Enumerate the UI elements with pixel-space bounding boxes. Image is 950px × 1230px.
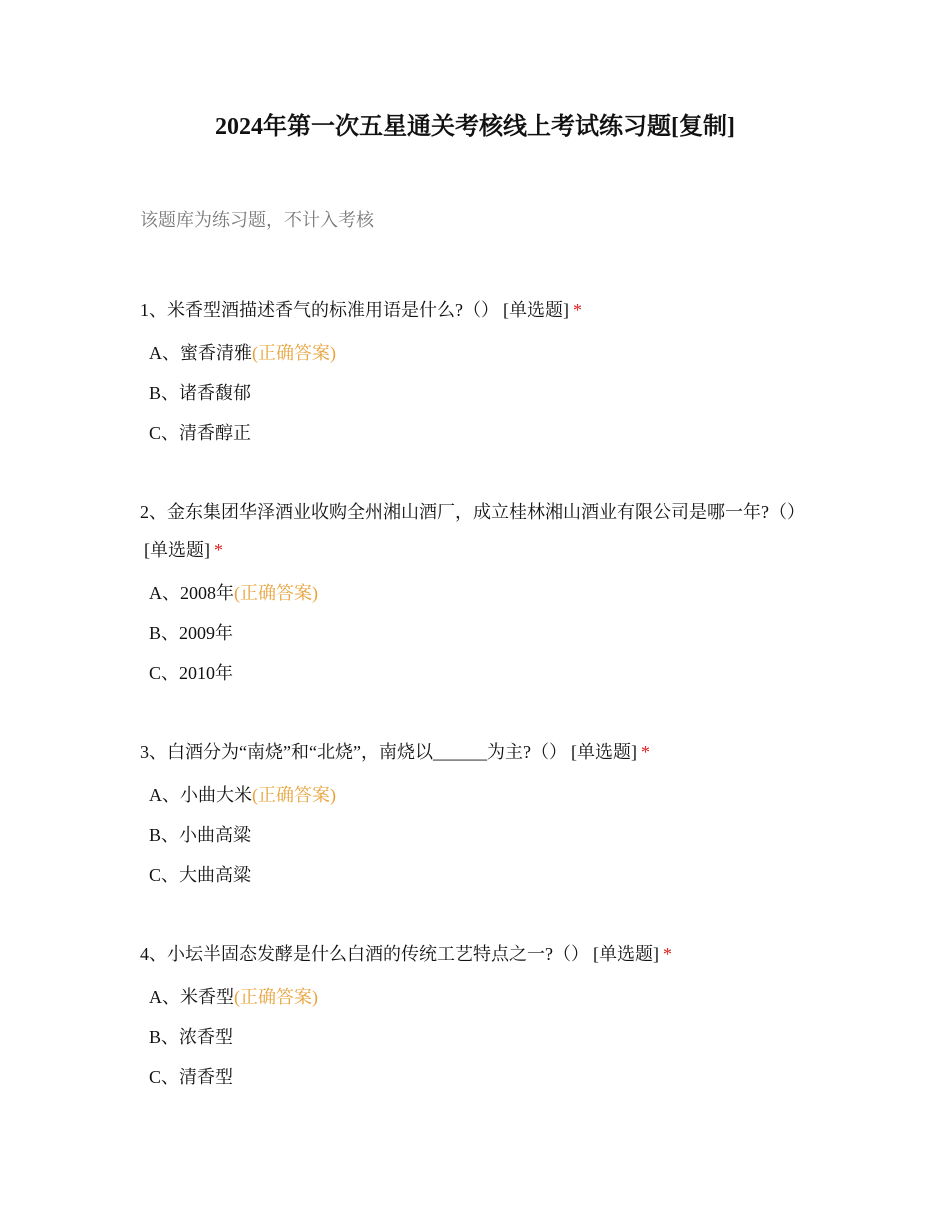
- question-type: [单选题]: [570, 742, 637, 762]
- option-list: [140, 775, 800, 895]
- question-type: [单选题]: [503, 300, 569, 320]
- option-a: [140, 333, 800, 373]
- option-text: C、2010年: [149, 663, 234, 683]
- option-b: [140, 613, 800, 653]
- option-text: B、浓香型: [149, 1027, 234, 1047]
- question-1: [140, 291, 800, 453]
- option-b: [140, 815, 800, 855]
- option-b: [140, 373, 800, 413]
- option-c: [140, 653, 800, 693]
- option-a: [140, 977, 800, 1017]
- option-list: [140, 573, 800, 693]
- question-title: [140, 935, 800, 973]
- correct-answer-tag: (正确答案): [252, 343, 336, 363]
- option-text: A、蜜香清雅: [149, 343, 252, 363]
- option-b: [140, 1017, 800, 1057]
- question-text: 3、白酒分为“南烧”和“北烧”，南烧以______为主?（）: [140, 742, 567, 762]
- option-text: A、小曲大米: [149, 785, 252, 805]
- intro-text: 该题库为练习题，不计入考核: [140, 210, 374, 230]
- question-title: [140, 493, 805, 569]
- option-a: [140, 573, 800, 613]
- option-text: A、2008年: [149, 583, 234, 603]
- correct-answer-tag: (正确答案): [234, 583, 318, 603]
- correct-answer-tag: (正确答案): [252, 785, 336, 805]
- option-text: A、米香型: [149, 987, 234, 1007]
- option-text: B、小曲高粱: [149, 825, 252, 845]
- question-text: 4、小坛半固态发酵是什么白酒的传统工艺特点之一?（）: [140, 944, 589, 964]
- option-text: B、2009年: [149, 623, 234, 643]
- question-4: [140, 935, 800, 1097]
- required-mark: *: [663, 944, 672, 964]
- option-text: B、诸香馥郁: [149, 383, 252, 403]
- correct-answer-tag: (正确答案): [234, 987, 318, 1007]
- option-text: C、大曲高粱: [149, 865, 252, 885]
- page-title: 2024年第一次五星通关考核线上考试练习题[复制]: [215, 114, 735, 140]
- option-c: [140, 855, 800, 895]
- required-mark: *: [640, 742, 650, 762]
- question-title: [140, 733, 800, 771]
- option-text: C、清香型: [149, 1067, 234, 1087]
- option-list: [140, 977, 800, 1097]
- question-text: 2、金东集团华泽酒业收购全州湘山酒厂，成立桂林湘山酒业有限公司是哪一年?（）: [140, 502, 805, 522]
- question-title: [140, 291, 800, 329]
- question-type: [单选题]: [144, 540, 210, 560]
- required-mark: *: [573, 300, 582, 320]
- question-3: [140, 733, 800, 895]
- option-text: C、清香醇正: [149, 423, 252, 443]
- option-c: [140, 413, 800, 453]
- question-type: [单选题]: [593, 944, 659, 964]
- required-mark: *: [214, 540, 223, 560]
- question-2: [140, 493, 805, 693]
- question-text: 1、米香型酒描述香气的标准用语是什么?（）: [140, 300, 499, 320]
- option-list: [140, 333, 800, 453]
- option-a: [140, 775, 800, 815]
- option-c: [140, 1057, 800, 1097]
